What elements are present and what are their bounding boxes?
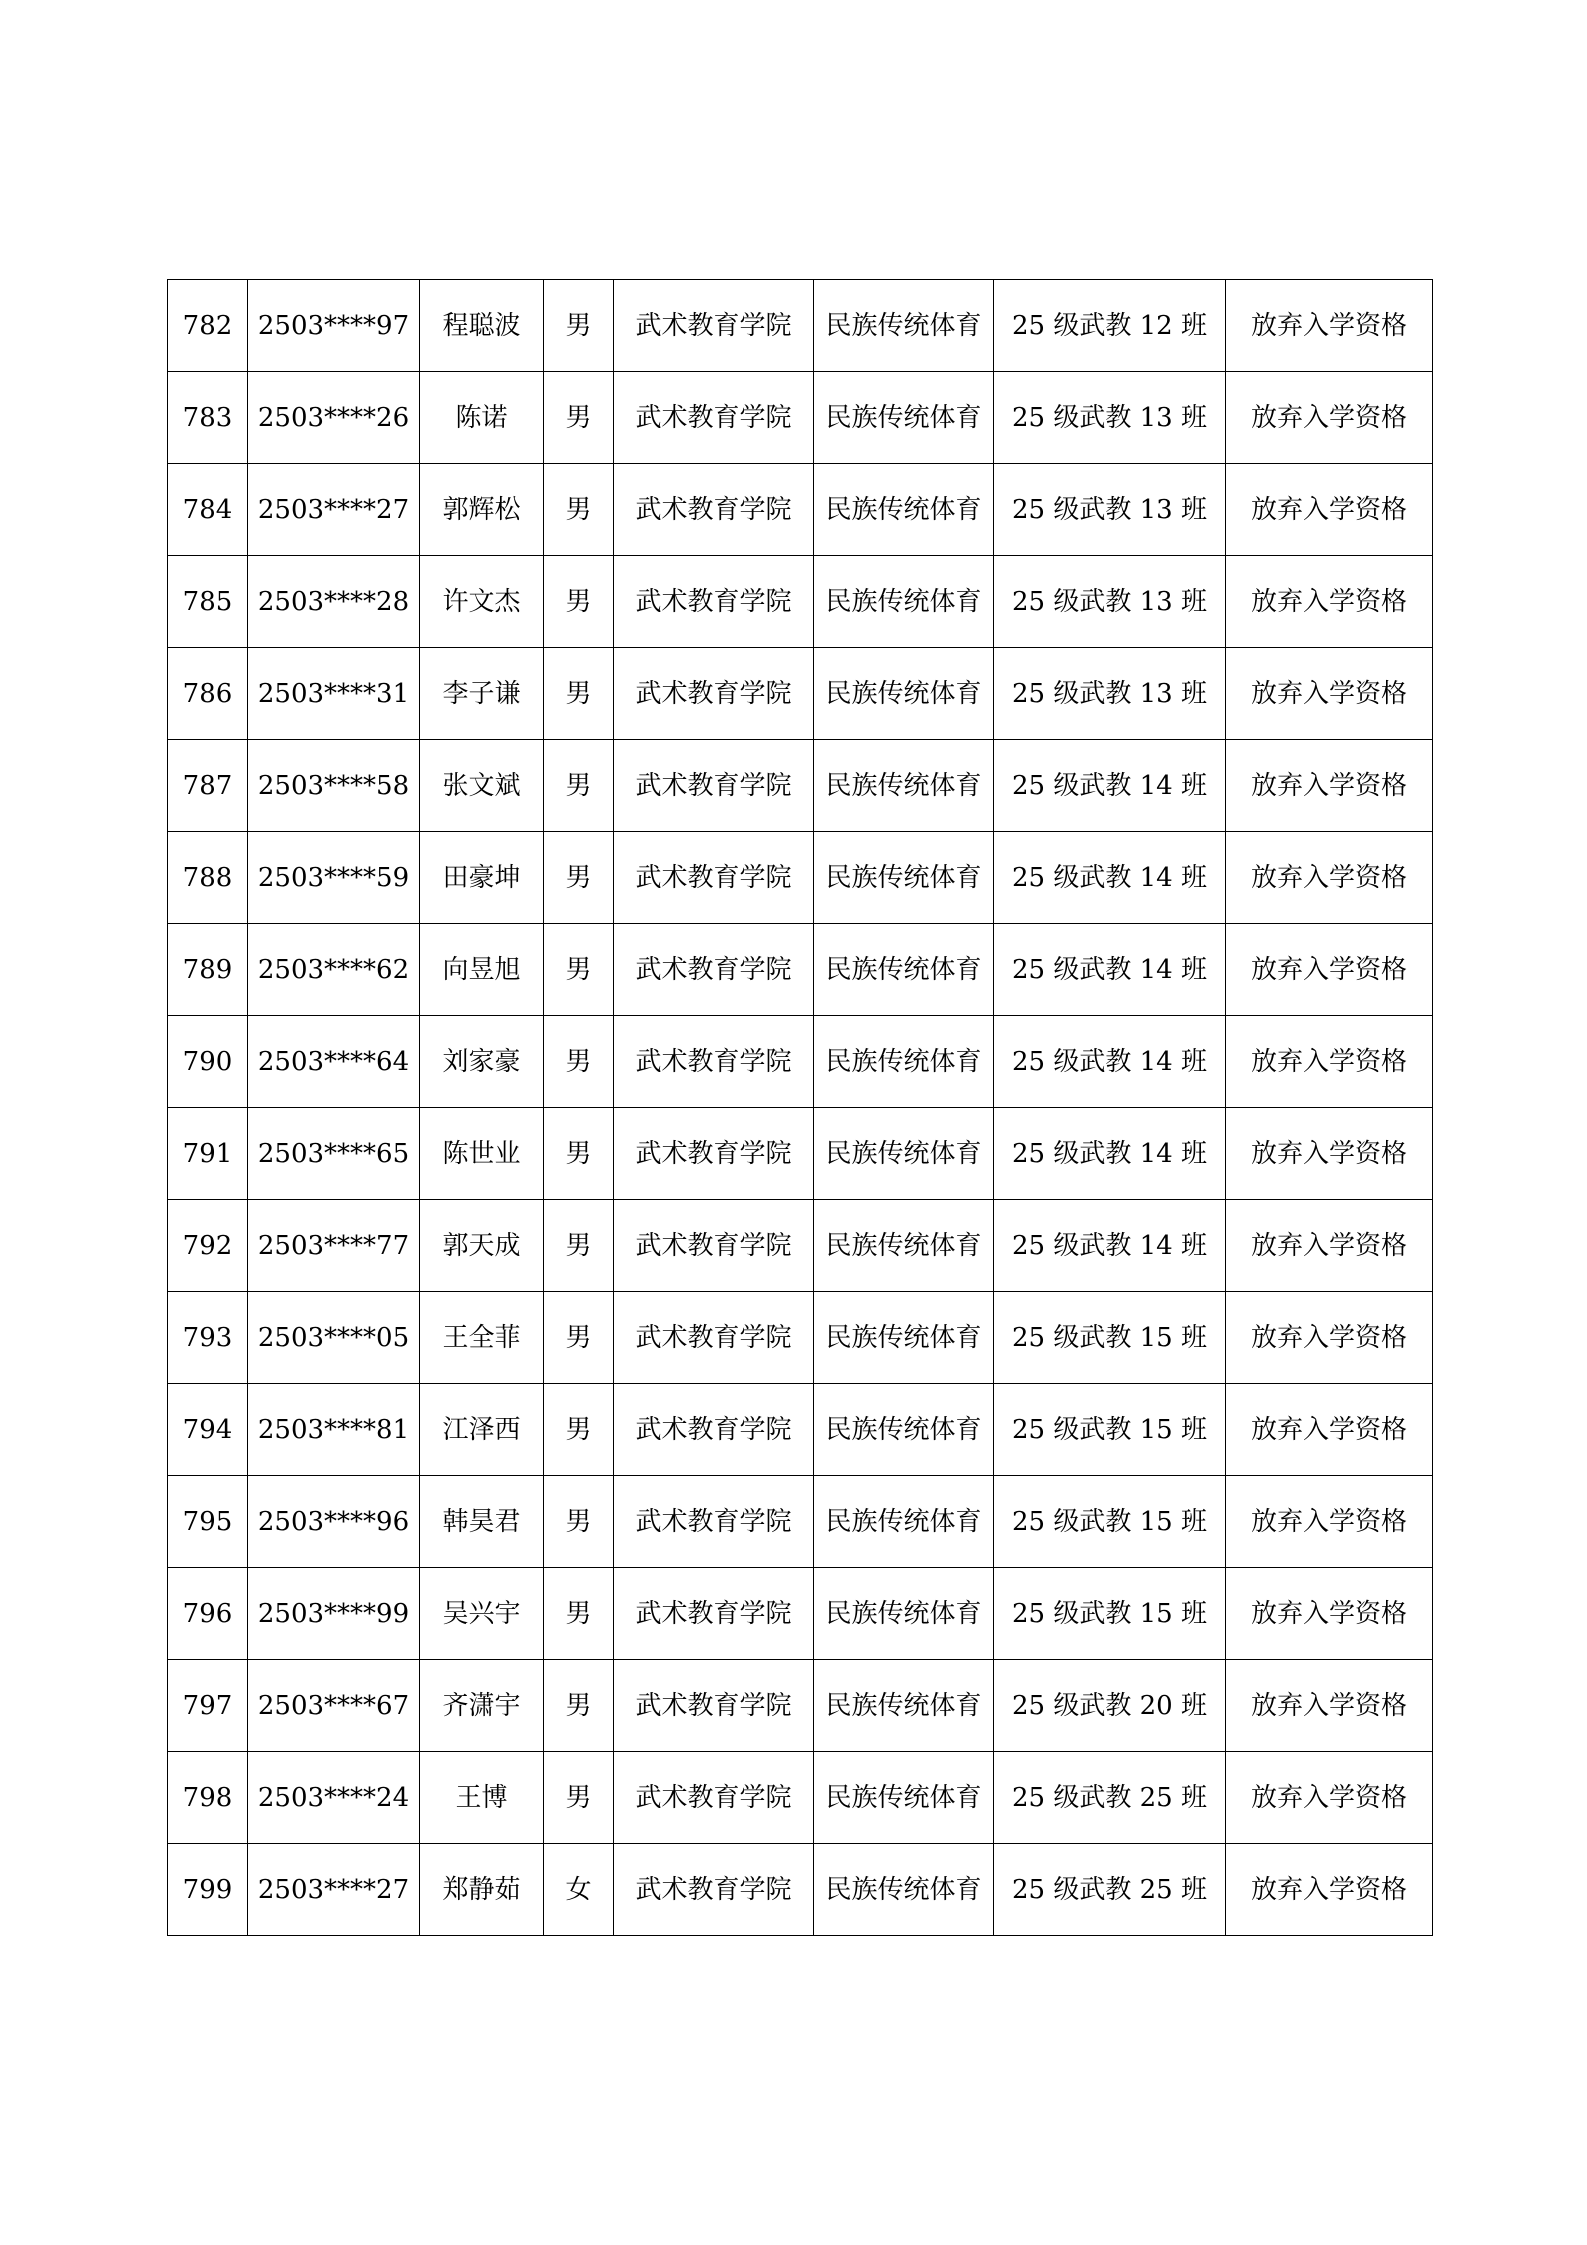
cell-number: 796	[168, 1568, 248, 1660]
cell-number: 787	[168, 740, 248, 832]
table-row	[168, 832, 1433, 924]
cell-major: 民族传统体育	[814, 280, 994, 372]
table-row	[168, 1108, 1433, 1200]
cell-class: 25 级武教 25 班	[994, 1752, 1226, 1844]
cell-gender: 男	[544, 832, 614, 924]
cell-major: 民族传统体育	[814, 1752, 994, 1844]
cell-number: 784	[168, 464, 248, 556]
cell-status: 放弃入学资格	[1226, 1476, 1433, 1568]
cell-name: 齐潇宇	[420, 1660, 544, 1752]
cell-gender: 男	[544, 924, 614, 1016]
cell-status: 放弃入学资格	[1226, 740, 1433, 832]
cell-student-id: 2503****77	[248, 1200, 420, 1292]
cell-class: 25 级武教 14 班	[994, 832, 1226, 924]
cell-status: 放弃入学资格	[1226, 1384, 1433, 1476]
roster-table	[167, 279, 1433, 1936]
cell-major: 民族传统体育	[814, 1292, 994, 1384]
cell-class: 25 级武教 20 班	[994, 1660, 1226, 1752]
cell-name: 刘家豪	[420, 1016, 544, 1108]
cell-class: 25 级武教 13 班	[994, 648, 1226, 740]
cell-number: 795	[168, 1476, 248, 1568]
cell-status: 放弃入学资格	[1226, 648, 1433, 740]
cell-number: 782	[168, 280, 248, 372]
cell-gender: 男	[544, 556, 614, 648]
cell-student-id: 2503****99	[248, 1568, 420, 1660]
cell-name: 郑静茹	[420, 1844, 544, 1936]
cell-gender: 女	[544, 1844, 614, 1936]
cell-college: 武术教育学院	[614, 556, 814, 648]
cell-college: 武术教育学院	[614, 372, 814, 464]
cell-class: 25 级武教 13 班	[994, 556, 1226, 648]
table-row	[168, 1568, 1433, 1660]
table-row	[168, 1476, 1433, 1568]
cell-college: 武术教育学院	[614, 1200, 814, 1292]
cell-major: 民族传统体育	[814, 1016, 994, 1108]
cell-major: 民族传统体育	[814, 1108, 994, 1200]
cell-class: 25 级武教 14 班	[994, 924, 1226, 1016]
cell-number: 789	[168, 924, 248, 1016]
cell-status: 放弃入学资格	[1226, 832, 1433, 924]
cell-college: 武术教育学院	[614, 1108, 814, 1200]
table-row	[168, 1660, 1433, 1752]
cell-class: 25 级武教 14 班	[994, 1108, 1226, 1200]
cell-student-id: 2503****96	[248, 1476, 420, 1568]
table-row	[168, 280, 1433, 372]
cell-gender: 男	[544, 1660, 614, 1752]
cell-college: 武术教育学院	[614, 1752, 814, 1844]
cell-student-id: 2503****05	[248, 1292, 420, 1384]
cell-class: 25 级武教 15 班	[994, 1292, 1226, 1384]
cell-status: 放弃入学资格	[1226, 1752, 1433, 1844]
cell-major: 民族传统体育	[814, 740, 994, 832]
cell-student-id: 2503****27	[248, 464, 420, 556]
table-row	[168, 1752, 1433, 1844]
cell-class: 25 级武教 15 班	[994, 1568, 1226, 1660]
cell-class: 25 级武教 14 班	[994, 1200, 1226, 1292]
cell-status: 放弃入学资格	[1226, 1016, 1433, 1108]
cell-status: 放弃入学资格	[1226, 464, 1433, 556]
cell-name: 陈诺	[420, 372, 544, 464]
cell-number: 785	[168, 556, 248, 648]
cell-major: 民族传统体育	[814, 1384, 994, 1476]
table-row	[168, 924, 1433, 1016]
cell-number: 788	[168, 832, 248, 924]
cell-name: 江泽西	[420, 1384, 544, 1476]
cell-name: 向昱旭	[420, 924, 544, 1016]
cell-class: 25 级武教 14 班	[994, 740, 1226, 832]
cell-student-id: 2503****28	[248, 556, 420, 648]
cell-class: 25 级武教 12 班	[994, 280, 1226, 372]
cell-name: 许文杰	[420, 556, 544, 648]
table-row	[168, 740, 1433, 832]
cell-gender: 男	[544, 1200, 614, 1292]
cell-major: 民族传统体育	[814, 832, 994, 924]
cell-status: 放弃入学资格	[1226, 924, 1433, 1016]
table-row	[168, 1292, 1433, 1384]
cell-student-id: 2503****65	[248, 1108, 420, 1200]
cell-college: 武术教育学院	[614, 1660, 814, 1752]
cell-number: 799	[168, 1844, 248, 1936]
cell-gender: 男	[544, 1108, 614, 1200]
cell-status: 放弃入学资格	[1226, 556, 1433, 648]
cell-college: 武术教育学院	[614, 1384, 814, 1476]
cell-status: 放弃入学资格	[1226, 1568, 1433, 1660]
cell-name: 郭天成	[420, 1200, 544, 1292]
cell-status: 放弃入学资格	[1226, 280, 1433, 372]
cell-student-id: 2503****81	[248, 1384, 420, 1476]
cell-student-id: 2503****24	[248, 1752, 420, 1844]
cell-number: 790	[168, 1016, 248, 1108]
cell-gender: 男	[544, 1568, 614, 1660]
cell-student-id: 2503****26	[248, 372, 420, 464]
cell-number: 786	[168, 648, 248, 740]
cell-status: 放弃入学资格	[1226, 372, 1433, 464]
cell-college: 武术教育学院	[614, 1016, 814, 1108]
cell-major: 民族传统体育	[814, 372, 994, 464]
cell-major: 民族传统体育	[814, 1660, 994, 1752]
table-row	[168, 1384, 1433, 1476]
cell-college: 武术教育学院	[614, 1568, 814, 1660]
cell-name: 程聪波	[420, 280, 544, 372]
table-row	[168, 556, 1433, 648]
cell-college: 武术教育学院	[614, 1844, 814, 1936]
cell-major: 民族传统体育	[814, 1476, 994, 1568]
cell-major: 民族传统体育	[814, 464, 994, 556]
cell-name: 韩昊君	[420, 1476, 544, 1568]
cell-class: 25 级武教 14 班	[994, 1016, 1226, 1108]
cell-college: 武术教育学院	[614, 648, 814, 740]
cell-gender: 男	[544, 1384, 614, 1476]
table-row	[168, 464, 1433, 556]
cell-student-id: 2503****97	[248, 280, 420, 372]
cell-class: 25 级武教 15 班	[994, 1476, 1226, 1568]
cell-class: 25 级武教 25 班	[994, 1844, 1226, 1936]
cell-student-id: 2503****58	[248, 740, 420, 832]
cell-college: 武术教育学院	[614, 280, 814, 372]
cell-major: 民族传统体育	[814, 1200, 994, 1292]
cell-number: 793	[168, 1292, 248, 1384]
cell-class: 25 级武教 15 班	[994, 1384, 1226, 1476]
cell-gender: 男	[544, 1292, 614, 1384]
cell-college: 武术教育学院	[614, 464, 814, 556]
cell-gender: 男	[544, 280, 614, 372]
cell-college: 武术教育学院	[614, 740, 814, 832]
cell-college: 武术教育学院	[614, 832, 814, 924]
table-row	[168, 648, 1433, 740]
cell-name: 李子谦	[420, 648, 544, 740]
cell-number: 792	[168, 1200, 248, 1292]
cell-college: 武术教育学院	[614, 1476, 814, 1568]
cell-name: 田豪坤	[420, 832, 544, 924]
cell-number: 798	[168, 1752, 248, 1844]
roster-body	[168, 280, 1433, 1936]
cell-name: 王博	[420, 1752, 544, 1844]
cell-name: 陈世业	[420, 1108, 544, 1200]
cell-gender: 男	[544, 740, 614, 832]
cell-student-id: 2503****62	[248, 924, 420, 1016]
table-row	[168, 1016, 1433, 1108]
cell-major: 民族传统体育	[814, 648, 994, 740]
cell-name: 郭辉松	[420, 464, 544, 556]
cell-class: 25 级武教 13 班	[994, 464, 1226, 556]
cell-name: 张文斌	[420, 740, 544, 832]
cell-student-id: 2503****64	[248, 1016, 420, 1108]
cell-gender: 男	[544, 648, 614, 740]
cell-major: 民族传统体育	[814, 1568, 994, 1660]
cell-student-id: 2503****59	[248, 832, 420, 924]
cell-number: 791	[168, 1108, 248, 1200]
cell-major: 民族传统体育	[814, 556, 994, 648]
cell-status: 放弃入学资格	[1226, 1108, 1433, 1200]
cell-gender: 男	[544, 1476, 614, 1568]
table-row	[168, 1200, 1433, 1292]
table-row	[168, 372, 1433, 464]
cell-student-id: 2503****67	[248, 1660, 420, 1752]
cell-name: 王全菲	[420, 1292, 544, 1384]
cell-gender: 男	[544, 1752, 614, 1844]
cell-status: 放弃入学资格	[1226, 1660, 1433, 1752]
cell-major: 民族传统体育	[814, 1844, 994, 1936]
cell-gender: 男	[544, 372, 614, 464]
cell-number: 797	[168, 1660, 248, 1752]
cell-status: 放弃入学资格	[1226, 1200, 1433, 1292]
cell-status: 放弃入学资格	[1226, 1844, 1433, 1936]
cell-number: 783	[168, 372, 248, 464]
cell-status: 放弃入学资格	[1226, 1292, 1433, 1384]
cell-student-id: 2503****27	[248, 1844, 420, 1936]
table-row	[168, 1844, 1433, 1936]
cell-class: 25 级武教 13 班	[994, 372, 1226, 464]
cell-student-id: 2503****31	[248, 648, 420, 740]
cell-number: 794	[168, 1384, 248, 1476]
cell-college: 武术教育学院	[614, 924, 814, 1016]
cell-major: 民族传统体育	[814, 924, 994, 1016]
cell-gender: 男	[544, 1016, 614, 1108]
cell-gender: 男	[544, 464, 614, 556]
cell-college: 武术教育学院	[614, 1292, 814, 1384]
cell-name: 吴兴宇	[420, 1568, 544, 1660]
